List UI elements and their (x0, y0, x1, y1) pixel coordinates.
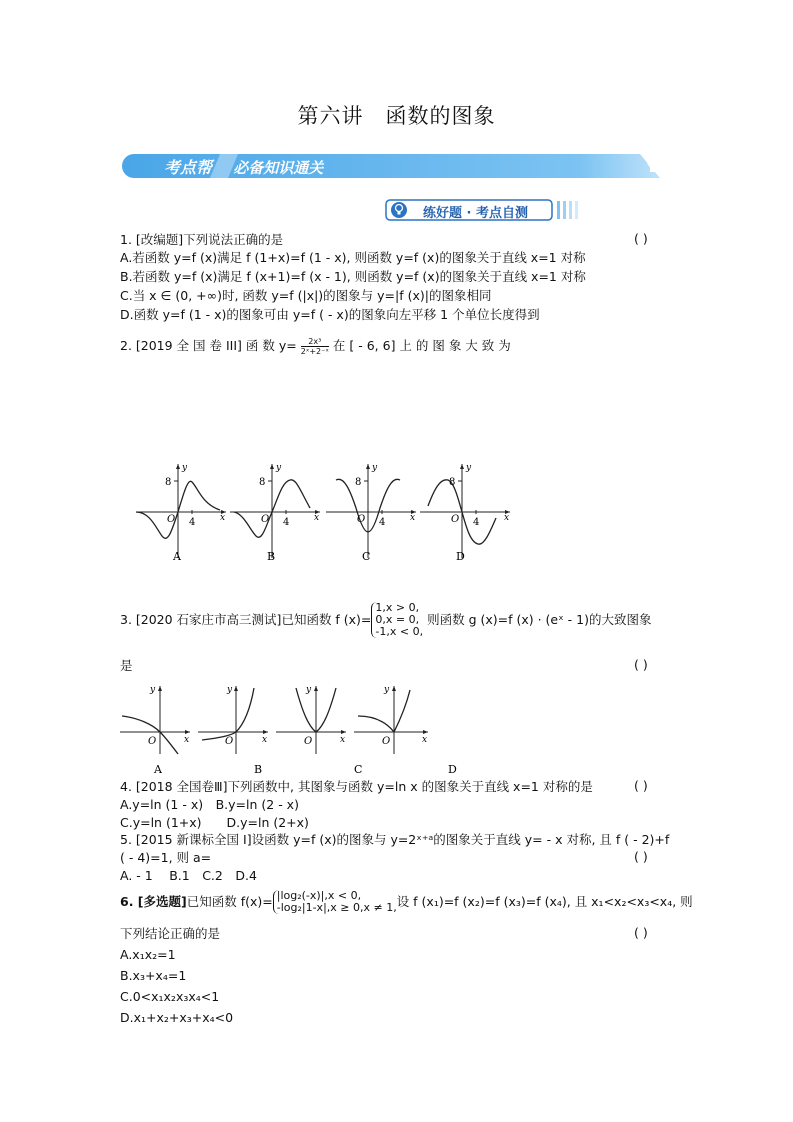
q3-stem (120, 602, 651, 638)
q6-stem (120, 890, 693, 914)
q6-option-c: C.0<x₁x₂x₃x₄<1 (120, 989, 220, 1004)
q2c-axis-x: x (410, 513, 416, 523)
q2b-tick-x: 4 (283, 517, 290, 528)
q2-frac-num: 2x³ (301, 337, 329, 347)
q2-label-d: D (456, 550, 465, 563)
q2-graph-d (420, 463, 510, 558)
q6-option-d: D.x₁+x₂+x₃+x₄<0 (120, 1010, 234, 1025)
q1-option-c: C.当 x ∈ (0, +∞)时, 函数 y=f (|x|)的图象与 y=|f (x)|的图象相同 (120, 288, 492, 303)
q2d-tick-y: 8 (449, 477, 456, 488)
q1-option-b: B.若函数 y=f (x)满足 f (x+1)=f (x - 1), 则函数 y=f (x)的图象关于直线 x=1 对称 (120, 269, 586, 284)
answer-blank: ( ) (634, 657, 648, 672)
q2-fraction (301, 337, 329, 356)
q2-graphs (130, 460, 520, 565)
answer-blank: ( ) (634, 231, 648, 246)
q2b-axis-x: x (314, 513, 320, 523)
q2d-axis-y: y (466, 463, 472, 473)
q6-line2: 下列结论正确的是 (120, 926, 221, 941)
q3c-origin: O (304, 736, 313, 747)
q3b-axis-x: x (262, 735, 268, 745)
q3c-axis-x: x (340, 735, 346, 745)
q4-options-2: C.y=ln (1+x) D.y=ln (2+x) (120, 815, 309, 830)
q2a-tick-x: 4 (189, 517, 196, 528)
q1-option-d: D.函数 y=f (1 - x)的图象可由 y=f ( - x)的图象向左平移 1 个单位长度得到 (120, 307, 540, 322)
q3-graph-b (198, 685, 268, 754)
q3-graph-c (276, 685, 346, 754)
q2-label-c: C (362, 550, 371, 563)
q2c-tick-x: 4 (379, 517, 386, 528)
q2-graph-b (230, 463, 320, 558)
q3-case-3: -1,x < 0, (375, 625, 424, 638)
q3-graph-d (354, 685, 428, 754)
q3c-axis-y: y (306, 685, 312, 695)
q2c-tick-y: 8 (355, 477, 362, 488)
banner-tag: 考点帮 (164, 158, 213, 177)
q3-line2: 是 (120, 658, 133, 673)
q2-label-b: B (267, 550, 276, 563)
q3-graphs (118, 680, 457, 776)
q3-case-1: 1,x > 0, (375, 601, 420, 614)
q2d-axis-x: x (504, 513, 510, 523)
q5-line2: ( - 4)=1, 则 a= (120, 850, 212, 865)
q3-label-d: D (448, 763, 457, 776)
answer-blank: ( ) (634, 778, 648, 793)
q3d-axis-y: y (384, 685, 390, 695)
q4-options-1: A.y=ln (1 - x) B.y=ln (2 - x) (120, 797, 299, 812)
q2c-axis-y: y (372, 463, 378, 473)
q3a-origin: O (148, 736, 157, 747)
q6-option-b: B.x₃+x₄=1 (120, 968, 187, 983)
q2-suffix: 在 [ - 6, 6] 上 的 图 象 大 致 为 (332, 338, 511, 353)
q2-stem (120, 337, 511, 356)
q3b-origin: O (225, 736, 234, 747)
q2-graph-c (326, 463, 416, 558)
q1-option-a: A.若函数 y=f (x)满足 f (1+x)=f (1 - x), 则函数 y=f (x)的图象关于直线 x=1 对称 (120, 250, 586, 265)
q2-graph-a (136, 463, 226, 558)
q2-label-a: A (173, 550, 181, 563)
q6-prefix: 已知函数 f(x)= (186, 894, 273, 909)
answer-blank: ( ) (634, 925, 648, 940)
q2-frac-den: 2ˣ+2⁻ˣ (300, 347, 329, 356)
q6-piecewise (273, 890, 397, 914)
q2b-origin: O (261, 514, 270, 525)
section-pill-label: 练好题 · 考点自测 (423, 206, 528, 221)
q2a-axis-y: y (182, 463, 188, 473)
q4-stem: 4. [2018 全国卷Ⅲ]下列函数中, 其图象与函数 y=ln x 的图象关于直线 x=1 对称的是 (120, 779, 593, 794)
q3d-axis-x: x (422, 735, 428, 745)
q6-tag: 6. [多选题] (120, 894, 187, 909)
q3-suffix: 则函数 g (x)=f (x) · (eˣ - 1)的大致图象 (427, 612, 652, 627)
q2d-origin: O (451, 514, 460, 525)
q2-prefix: 2. [2019 全 国 卷 III] 函 数 y= (120, 338, 297, 353)
q2d-tick-x: 4 (473, 517, 480, 528)
q3-label-a: A (154, 763, 162, 776)
q3-piecewise (371, 602, 423, 638)
q3a-axis-x: x (184, 735, 190, 745)
q6-case-1: |log₂(-x)|,x < 0, (276, 889, 362, 902)
q3-case-2: 0,x = 0, (375, 613, 420, 626)
q5-options: A. - 1 B.1 C.2 D.4 (120, 868, 257, 883)
q5-line1: 5. [2015 新课标全国 Ⅰ]设函数 y=f (x)的图象与 y=2ˣ⁺ᵃ的图象关于直线 y= - x 对称, 且 f ( - 2)+f (120, 832, 670, 847)
q2a-origin: O (167, 514, 176, 525)
q6-suffix: 设 f (x₁)=f (x₂)=f (x₃)=f (x₄), 且 x₁<x₂<x₃<x₄, 则 (396, 894, 693, 909)
answer-blank: ( ) (634, 849, 648, 864)
banner-text (130, 155, 323, 178)
page-title: 第六讲 函数的图象 (297, 104, 496, 128)
banner-subtitle: 必备知识通关 (233, 159, 324, 177)
q1-stem: 1. [改编题]下列说法正确的是 (120, 232, 284, 247)
q6-case-2: -log₂|1-x|,x ≥ 0,x ≠ 1, (276, 901, 397, 914)
q2b-axis-y: y (276, 463, 282, 473)
q3-prefix: 3. [2020 石家庄市高三测试]已知函数 f (x)= (120, 612, 372, 627)
q3-label-b: B (254, 763, 263, 776)
q2a-axis-x: x (220, 513, 226, 523)
q3b-axis-y: y (227, 685, 233, 695)
q2a-tick-y: 8 (165, 477, 172, 488)
q3d-origin: O (382, 736, 391, 747)
q2c-origin: O (357, 514, 366, 525)
q2b-tick-y: 8 (259, 477, 266, 488)
q3a-axis-y: y (150, 685, 156, 695)
q6-option-a: A.x₁x₂=1 (120, 947, 176, 962)
q3-graph-a (120, 685, 190, 754)
q3-label-c: C (354, 763, 363, 776)
